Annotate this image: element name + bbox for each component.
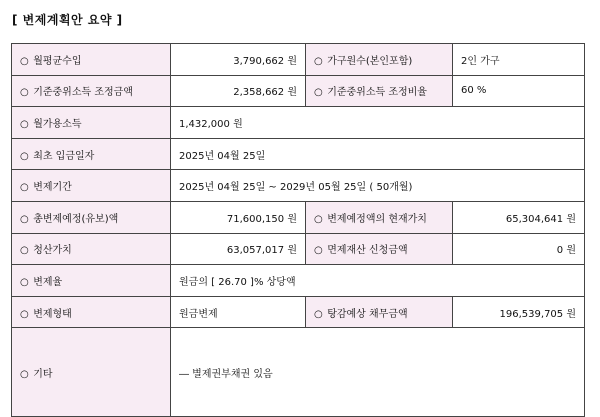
value-cell: 63,057,017 원 bbox=[171, 233, 306, 265]
table-row bbox=[12, 296, 585, 328]
label-cell: ○ 월평균수입 bbox=[12, 44, 171, 76]
label-cell: ○ 청산가치 bbox=[12, 233, 171, 265]
repayment-summary-table bbox=[11, 43, 585, 417]
value-cell: 원금변제 bbox=[171, 296, 306, 328]
value-cell: 2025년 04월 25일 bbox=[171, 138, 585, 170]
label-cell: ○ 변제기간 bbox=[12, 170, 171, 202]
label-cell: ○ 총변제예정(유보)액 bbox=[12, 201, 171, 233]
table-row bbox=[12, 107, 585, 139]
label-cell: ○ 기준중위소득 조정비율 bbox=[306, 75, 453, 107]
value-cell: 3,790,662 원 bbox=[171, 44, 306, 76]
label-cell: ○ 탕감예상 채무금액 bbox=[306, 296, 453, 328]
table-row bbox=[12, 170, 585, 202]
value-cell: 60 % bbox=[453, 75, 585, 107]
table-row bbox=[12, 75, 585, 107]
label-cell: ○ 기준중위소득 조정금액 bbox=[12, 75, 171, 107]
label-cell: ○ 가구원수(본인포함) bbox=[306, 44, 453, 76]
label-cell: ○ 월가용소득 bbox=[12, 107, 171, 139]
value-cell: 65,304,641 원 bbox=[453, 201, 585, 233]
label-cell: ○ 면제재산 신청금액 bbox=[306, 233, 453, 265]
value-cell: 2,358,662 원 bbox=[171, 75, 306, 107]
label-cell: ○ 변제형태 bbox=[12, 296, 171, 328]
table-row bbox=[12, 233, 585, 265]
section-title: [ 변제계획안 요약 ] bbox=[12, 13, 123, 27]
value-cell: ― 별제권부채권 있음 bbox=[171, 328, 585, 417]
label-cell: ○ 변제율 bbox=[12, 265, 171, 297]
value-cell: 2025년 04월 25일 ~ 2029년 05월 25일 ( 50개월) bbox=[171, 170, 585, 202]
table-row bbox=[12, 328, 585, 417]
table-row bbox=[12, 138, 585, 170]
table-row bbox=[12, 265, 585, 297]
value-cell: 원금의 [ 26.70 ]% 상당액 bbox=[171, 265, 585, 297]
label-cell: ○ 변제예정액의 현재가치 bbox=[306, 201, 453, 233]
value-cell: 196,539,705 원 bbox=[453, 296, 585, 328]
value-cell: 0 원 bbox=[453, 233, 585, 265]
table-row bbox=[12, 44, 585, 76]
label-cell: ○ 기타 bbox=[12, 328, 171, 417]
label-cell: ○ 최초 입금일자 bbox=[12, 138, 171, 170]
value-cell: 1,432,000 원 bbox=[171, 107, 585, 139]
value-cell: 71,600,150 원 bbox=[171, 201, 306, 233]
value-cell: 2인 가구 bbox=[453, 44, 585, 76]
table-row bbox=[12, 201, 585, 233]
